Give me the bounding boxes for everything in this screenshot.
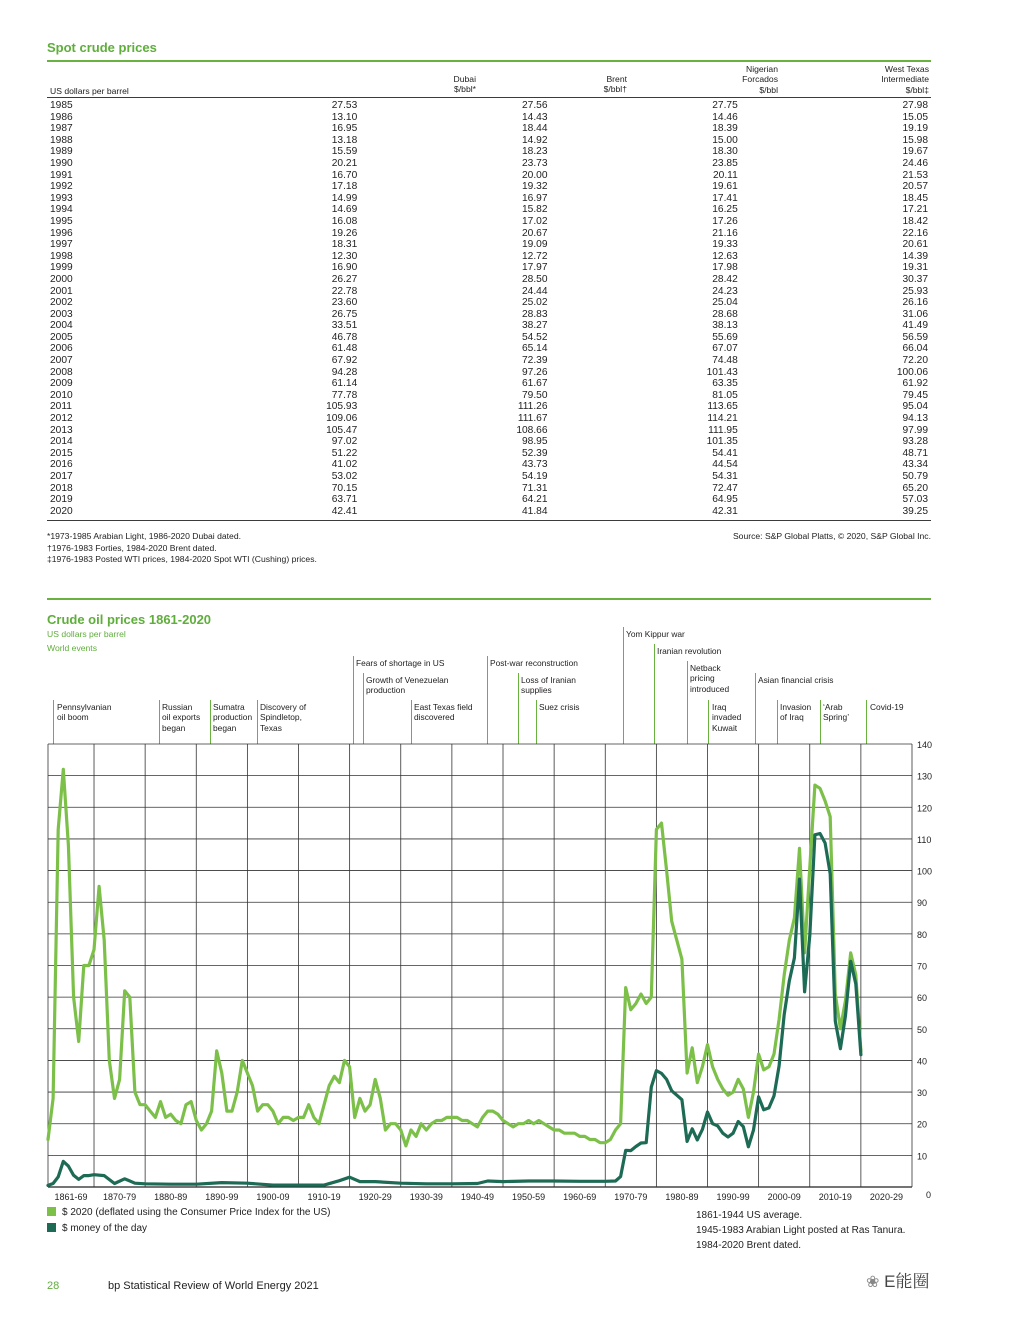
price-cell: 23.60 xyxy=(331,297,358,309)
year-cell: 1999 xyxy=(50,262,73,274)
price-cell: 18.39 xyxy=(712,123,738,135)
price-cell: 26.75 xyxy=(331,308,358,320)
price-cell: 31.06 xyxy=(902,308,928,320)
price-cell: 15.82 xyxy=(522,204,548,216)
price-cell: 39.25 xyxy=(902,505,928,517)
price-cell: 111.67 xyxy=(517,413,548,425)
event-label-line: ‘Arab xyxy=(823,702,843,712)
price-cell: 38.27 xyxy=(522,320,548,332)
price-cell: 12.63 xyxy=(712,250,738,262)
price-cell: 26.27 xyxy=(331,273,358,285)
source-note: Source: S&P Global Platts, © 2020, S&P Global Inc. xyxy=(732,531,931,541)
event-label-line: Suez crisis xyxy=(539,702,580,712)
price-cell: 17.21 xyxy=(902,204,928,216)
price-cell: 16.70 xyxy=(331,169,358,181)
event-label-line: Sumatra xyxy=(213,702,245,712)
year-cell: 2011 xyxy=(50,401,72,413)
price-cell: 21.16 xyxy=(712,227,738,239)
event-label-line: oil boom xyxy=(57,712,89,723)
y-tick-label: 100 xyxy=(917,866,933,877)
price-cell: 94.13 xyxy=(902,413,928,425)
x-tick-label: 1960-69 xyxy=(563,1192,597,1202)
event-label-line: Russian xyxy=(162,702,193,712)
price-cell: 27.53 xyxy=(331,100,358,111)
x-tick-label: 1910-19 xyxy=(307,1192,341,1202)
price-cell: 79.50 xyxy=(522,389,548,401)
price-cell: 48.71 xyxy=(902,447,928,459)
event-label-line: Invasion xyxy=(780,702,812,712)
price-cell: 28.42 xyxy=(712,273,738,285)
price-cell: 17.26 xyxy=(712,215,738,227)
price-cell: 15.00 xyxy=(712,134,738,146)
price-cell: 30.37 xyxy=(902,273,928,285)
price-cell: 14.92 xyxy=(522,134,548,146)
price-cell: 15.05 xyxy=(902,111,928,123)
price-cell: 25.04 xyxy=(712,297,738,309)
year-cell: 1991 xyxy=(50,169,73,181)
price-cell: 50.79 xyxy=(902,471,928,482)
price-cell: 54.52 xyxy=(522,331,548,343)
price-cell: 61.92 xyxy=(902,378,928,390)
event-label-line: production xyxy=(213,712,253,723)
year-cell: 2003 xyxy=(50,308,73,320)
price-cell: 21.53 xyxy=(902,169,928,181)
year-cell: 1992 xyxy=(50,181,73,193)
col-header-dubai: Dubai $/bbl* xyxy=(453,74,476,95)
event-label-line: Spindletop, xyxy=(260,712,302,723)
year-cell: 1995 xyxy=(50,215,73,227)
price-cell: 16.95 xyxy=(331,123,358,135)
y-tick-label: 110 xyxy=(917,834,932,845)
price-cell: 28.68 xyxy=(712,308,738,320)
event-label-line: supplies xyxy=(521,685,552,696)
price-cell: 17.02 xyxy=(522,215,548,227)
price-cell: 18.42 xyxy=(902,215,928,227)
event-label-line: began xyxy=(162,722,186,733)
price-cell: 17.98 xyxy=(712,262,738,274)
price-cell: 54.19 xyxy=(522,471,548,482)
x-tick-label: 1920-29 xyxy=(358,1192,392,1202)
price-cell: 44.54 xyxy=(712,459,738,471)
price-cell: 41.84 xyxy=(522,505,548,517)
price-cell: 19.19 xyxy=(902,123,928,135)
y-tick-label: 30 xyxy=(917,1088,928,1099)
chart-subtitle-events: World events xyxy=(47,643,97,653)
price-cell: 14.99 xyxy=(331,192,358,204)
event-label-line: invaded xyxy=(712,712,742,723)
price-cell: 65.20 xyxy=(902,482,928,494)
x-tick-label: 2010-19 xyxy=(818,1192,852,1202)
event-label-line: Yom Kippur war xyxy=(626,629,685,639)
series-line-real xyxy=(48,769,861,1146)
price-cell: 46.78 xyxy=(331,331,358,343)
legend-nominal: $ money of the day xyxy=(47,1223,147,1234)
price-cell: 24.46 xyxy=(902,157,928,169)
price-cell: 42.41 xyxy=(331,505,358,517)
year-cell: 1989 xyxy=(50,146,73,158)
price-cell: 53.02 xyxy=(331,471,358,482)
price-cell: 27.75 xyxy=(712,100,738,111)
price-cell: 105.93 xyxy=(326,401,358,413)
y-tick-label: 50 xyxy=(917,1024,928,1035)
price-cell: 18.31 xyxy=(331,239,358,251)
price-cell: 13.18 xyxy=(331,134,358,146)
price-cell: 25.02 xyxy=(522,297,548,309)
wechat-icon: ❀ xyxy=(866,1274,880,1291)
price-cell: 81.05 xyxy=(712,389,738,401)
price-cell: 14.46 xyxy=(712,111,738,123)
x-tick-label: 1861-69 xyxy=(54,1192,88,1202)
price-cell: 16.08 xyxy=(331,215,358,227)
y-tick-label: 90 xyxy=(917,898,928,909)
price-cell: 72.20 xyxy=(902,355,928,367)
event-label-line: Post-war reconstruction xyxy=(490,658,578,668)
price-cell: 18.30 xyxy=(712,146,738,158)
event-label-line: pricing xyxy=(690,673,715,684)
price-cell: 19.26 xyxy=(331,227,358,239)
chart-title: Crude oil prices 1861-2020 xyxy=(47,612,212,627)
price-cell: 20.21 xyxy=(331,157,358,169)
price-cell: 17.97 xyxy=(522,262,548,274)
price-cell: 23.85 xyxy=(712,157,738,169)
price-cell: 63.35 xyxy=(712,378,738,390)
price-cell: 52.39 xyxy=(522,447,548,459)
event-label-line: discovered xyxy=(414,712,455,723)
event-label-line: Discovery of xyxy=(260,702,307,712)
price-cell: 111.95 xyxy=(708,424,738,436)
event-label-line: Loss of Iranian xyxy=(521,675,576,685)
y-tick-label: 40 xyxy=(917,1056,928,1067)
y-tick-label: 60 xyxy=(917,993,928,1004)
event-label-line: began xyxy=(213,722,237,733)
price-cell: 113.65 xyxy=(707,401,738,413)
price-cell: 67.07 xyxy=(712,343,738,355)
y-axis-ticks xyxy=(917,740,932,1200)
event-label-line: Iraq xyxy=(712,702,727,712)
price-cell: 18.45 xyxy=(902,192,928,204)
chart-notes: 1861-1944 US average. 1945-1983 Arabian Light posted at Ras Tanura. 1984-2020 Brent dated. xyxy=(696,1210,906,1251)
year-cell: 1990 xyxy=(50,157,73,169)
year-cell: 1994 xyxy=(50,204,73,216)
event-label-line: Kuwait xyxy=(712,722,738,733)
event-label-line: East Texas field xyxy=(414,702,473,712)
year-cell: 2013 xyxy=(50,424,73,436)
year-cell: 2017 xyxy=(50,471,73,482)
price-cell: 26.16 xyxy=(902,297,928,309)
price-cell: 19.67 xyxy=(902,146,928,158)
event-label-line: Netback xyxy=(690,663,721,673)
price-cell: 51.22 xyxy=(331,447,358,459)
col-header-nigerian-forcados: Nigerian Forcados $/bbl xyxy=(742,64,778,95)
price-cell: 28.50 xyxy=(522,273,548,285)
year-cell: 2007 xyxy=(50,355,73,367)
price-cell: 64.95 xyxy=(712,494,738,506)
price-cell: 41.02 xyxy=(331,459,358,471)
price-cell: 20.00 xyxy=(522,169,548,181)
price-cell: 64.21 xyxy=(522,494,548,506)
price-cell: 15.59 xyxy=(331,146,358,158)
year-cell: 2004 xyxy=(50,320,73,332)
price-cell: 63.71 xyxy=(331,494,358,506)
year-cell: 2002 xyxy=(50,297,73,309)
price-cell: 72.47 xyxy=(712,482,738,494)
price-cell: 24.23 xyxy=(712,285,738,297)
x-tick-label: 1980-89 xyxy=(665,1192,699,1202)
series-line-nominal xyxy=(48,834,861,1186)
event-label-line: oil exports xyxy=(162,712,201,723)
event-label-line: Iranian revolution xyxy=(657,646,722,656)
price-cell: 56.59 xyxy=(902,331,928,343)
price-cell: 70.15 xyxy=(331,482,358,494)
year-cell: 2005 xyxy=(50,331,73,343)
price-cell: 17.41 xyxy=(712,192,738,204)
legend-real: $ 2020 (deflated using the Consumer Price Index for the US) xyxy=(47,1207,330,1218)
price-cell: 101.35 xyxy=(706,436,738,448)
price-cell: 97.02 xyxy=(331,436,358,448)
y-tick-label: 80 xyxy=(917,929,928,940)
price-cell: 57.03 xyxy=(902,494,928,506)
price-cell: 19.33 xyxy=(712,239,738,251)
event-label-line: Growth of Venezuelan xyxy=(366,675,449,685)
price-cell: 15.98 xyxy=(902,134,928,146)
price-cell: 27.56 xyxy=(522,100,548,111)
price-cell: 19.61 xyxy=(712,181,738,193)
price-cell: 108.66 xyxy=(516,424,548,436)
price-cell: 28.83 xyxy=(522,308,548,320)
chart-subtitle-unit: US dollars per barrel xyxy=(47,629,126,639)
price-cell: 16.90 xyxy=(331,262,358,274)
x-tick-label: 1890-99 xyxy=(205,1192,239,1202)
x-tick-label: 1990-99 xyxy=(716,1192,750,1202)
x-tick-label: 1900-09 xyxy=(256,1192,290,1202)
price-cell: 19.31 xyxy=(902,262,928,274)
price-cell: 41.49 xyxy=(902,320,928,332)
price-cell: 43.34 xyxy=(902,459,928,471)
price-cell: 23.73 xyxy=(522,157,548,169)
year-cell: 2012 xyxy=(50,413,73,425)
event-label-line: Pennsylvanian xyxy=(57,702,112,712)
price-cell: 61.48 xyxy=(331,343,358,355)
price-cell: 54.41 xyxy=(712,447,738,459)
event-label-line: production xyxy=(366,685,406,696)
price-cell: 114.21 xyxy=(707,413,738,425)
event-label-line: Spring’ xyxy=(823,712,850,723)
price-cell: 97.26 xyxy=(522,366,548,378)
y-tick-label: 70 xyxy=(917,961,928,972)
price-cell: 12.30 xyxy=(331,250,358,262)
y-tick-label: 120 xyxy=(917,803,933,814)
price-cell: 12.72 xyxy=(522,250,548,262)
price-cell: 20.11 xyxy=(713,169,738,181)
price-cell: 43.73 xyxy=(522,459,548,471)
publication-title: bp Statistical Review of World Energy 2021 xyxy=(108,1280,319,1292)
price-cell: 14.69 xyxy=(331,204,358,216)
x-tick-label: 2020-29 xyxy=(869,1192,903,1202)
price-cell: 24.44 xyxy=(522,285,548,297)
year-cell: 2006 xyxy=(50,343,73,355)
year-cell: 1998 xyxy=(50,250,73,262)
event-label-line: introduced xyxy=(690,683,730,694)
price-cell: 54.31 xyxy=(712,471,738,482)
col-header-wti: West Texas Intermediate $/bbl‡ xyxy=(881,64,929,95)
x-tick-label: 1880-89 xyxy=(154,1192,188,1202)
price-cell: 25.93 xyxy=(902,285,928,297)
price-cell: 13.10 xyxy=(331,111,358,123)
price-cell: 109.06 xyxy=(326,413,358,425)
price-cell: 17.18 xyxy=(331,181,358,193)
price-cell: 71.31 xyxy=(522,482,548,494)
price-cell: 16.97 xyxy=(522,192,548,204)
price-cell: 38.13 xyxy=(712,320,738,332)
year-cell: 1988 xyxy=(50,134,73,146)
event-label-line: Texas xyxy=(260,722,282,733)
year-cell: 2016 xyxy=(50,459,73,471)
y-tick-label: 140 xyxy=(917,740,933,750)
price-cell: 14.39 xyxy=(902,250,928,262)
price-cell: 79.45 xyxy=(902,389,928,401)
year-cell: 2014 xyxy=(50,436,73,448)
x-tick-label: 1970-79 xyxy=(614,1192,648,1202)
event-label-line: of Iraq xyxy=(780,712,804,723)
page-number: 28 xyxy=(47,1280,60,1292)
year-cell: 2019 xyxy=(50,494,73,506)
x-axis-ticks xyxy=(54,1192,902,1202)
price-cell: 100.06 xyxy=(896,366,928,378)
year-cell: 2000 xyxy=(50,273,73,285)
watermark: ❀ E能圈 xyxy=(866,1272,930,1291)
y-tick-label: 0 xyxy=(926,1190,932,1200)
x-tick-label: 1870-79 xyxy=(103,1192,137,1202)
price-cell: 74.48 xyxy=(712,355,738,367)
year-cell: 1996 xyxy=(50,227,73,239)
price-cell: 33.51 xyxy=(331,320,358,332)
price-cell: 20.67 xyxy=(522,227,548,239)
price-cell: 55.69 xyxy=(712,331,738,343)
y-tick-label: 10 xyxy=(917,1151,928,1162)
year-cell: 1985 xyxy=(50,100,73,111)
price-cell: 94.28 xyxy=(331,366,358,378)
price-cell: 65.14 xyxy=(522,343,548,355)
price-cell: 18.44 xyxy=(522,123,548,135)
year-cell: 1986 xyxy=(50,111,73,123)
price-cell: 22.78 xyxy=(331,285,358,297)
price-cell: 20.61 xyxy=(902,239,928,251)
x-tick-label: 2000-09 xyxy=(767,1192,801,1202)
col-header-brent: Brent $/bbl† xyxy=(603,74,627,95)
year-cell: 2015 xyxy=(50,447,73,459)
year-cell: 1987 xyxy=(50,123,73,135)
event-label-line: Covid-19 xyxy=(870,702,904,712)
price-cell: 42.31 xyxy=(712,505,738,517)
legend-swatch-nominal xyxy=(47,1223,56,1232)
year-cell: 2009 xyxy=(50,378,73,390)
price-cell: 101.43 xyxy=(706,366,738,378)
legend-swatch-real xyxy=(47,1207,56,1216)
price-cell: 20.57 xyxy=(902,181,928,193)
price-cell: 111.26 xyxy=(517,401,548,413)
price-cell: 93.28 xyxy=(902,436,928,448)
price-cell: 105.47 xyxy=(326,424,358,436)
year-cell: 2020 xyxy=(50,505,73,517)
year-cell: 2018 xyxy=(50,482,73,494)
x-tick-label: 1930-39 xyxy=(409,1192,443,1202)
price-cell: 67.92 xyxy=(331,355,358,367)
price-cell: 19.32 xyxy=(522,181,548,193)
price-cell: 22.16 xyxy=(902,227,928,239)
year-cell: 2001 xyxy=(50,285,73,297)
price-cell: 95.04 xyxy=(902,401,928,413)
x-tick-label: 1950-59 xyxy=(512,1192,546,1202)
event-label-line: Fears of shortage in US xyxy=(356,658,445,668)
x-tick-label: 1940-49 xyxy=(460,1192,494,1202)
price-cell: 27.98 xyxy=(902,100,928,111)
year-cell: 2008 xyxy=(50,366,73,378)
price-cell: 14.43 xyxy=(522,111,548,123)
year-cell: 2010 xyxy=(50,389,73,401)
price-cell: 61.14 xyxy=(331,378,358,390)
event-label-line: Asian financial crisis xyxy=(758,675,834,685)
year-cell: 1997 xyxy=(50,239,73,251)
series-lines xyxy=(48,769,861,1185)
price-cell: 66.04 xyxy=(902,343,928,355)
year-cell: 1993 xyxy=(50,192,73,204)
price-cell: 72.39 xyxy=(522,355,548,367)
spot-prices-title: Spot crude prices xyxy=(47,40,157,55)
y-tick-label: 20 xyxy=(917,1119,928,1130)
price-cell: 97.99 xyxy=(902,424,928,436)
price-cell: 98.95 xyxy=(522,436,548,448)
y-tick-label: 130 xyxy=(917,771,933,782)
price-cell: 18.23 xyxy=(522,146,548,158)
footnotes: *1973-1985 Arabian Light, 1986-2020 Dubai dated. †1976-1983 Forties, 1984-2020 Brent dated. ‡1976-1983 Posted WTI prices, 1984-2020 Spot WTI (Cushing) prices. xyxy=(47,531,317,564)
unit-label: US dollars per barrel xyxy=(50,86,129,96)
price-cell: 77.78 xyxy=(331,389,358,401)
price-cell: 61.67 xyxy=(522,378,548,390)
price-cell: 16.25 xyxy=(712,204,738,216)
price-cell: 19.09 xyxy=(522,239,548,251)
